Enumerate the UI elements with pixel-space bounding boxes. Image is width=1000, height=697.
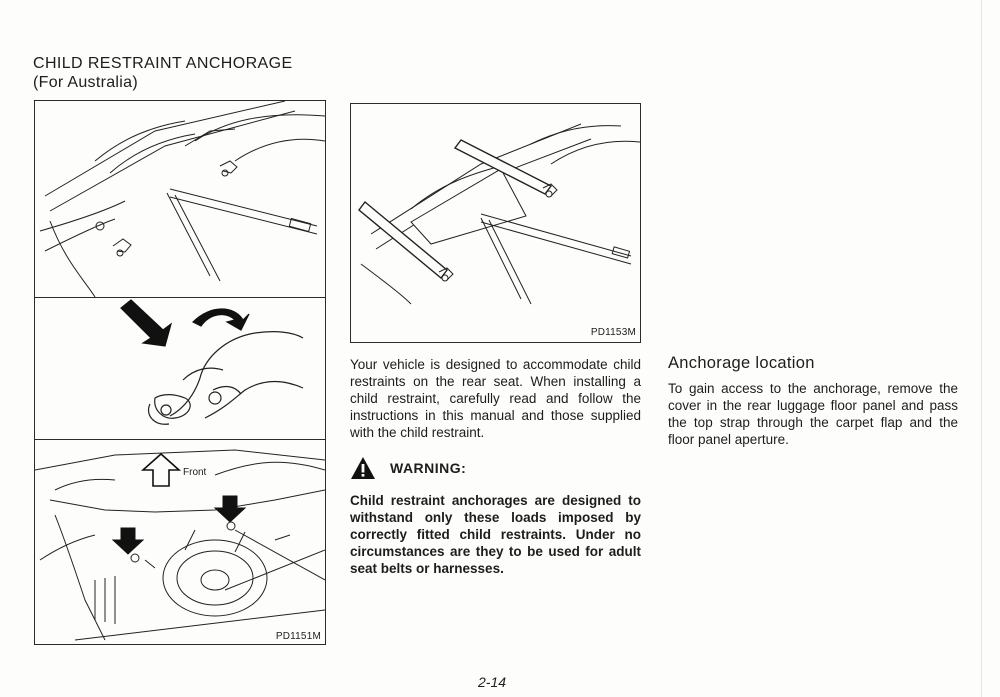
down-arrow-icon <box>113 528 143 554</box>
warning-triangle-icon <box>350 456 376 480</box>
warning-label: WARNING: <box>390 460 467 476</box>
page-number: 2-14 <box>478 674 507 690</box>
down-arrow-icon <box>215 496 245 522</box>
figure-code-right: PD1153M <box>590 327 636 338</box>
intro-paragraph: Your vehicle is designed to accommodate child restraints on the rear seat. When installing a child restraint, carefully read and follow the instructions in this manual and those supplied with the child restraint. <box>350 357 641 440</box>
left-figure <box>34 100 326 645</box>
section-heading: Anchorage location <box>668 354 815 372</box>
front-arrow-icon <box>143 454 179 486</box>
front-label: Front <box>183 467 207 478</box>
right-figure <box>350 103 641 343</box>
down-arrow-icon <box>121 300 171 346</box>
warning-heading <box>350 455 550 481</box>
rear-shelf-illustration <box>35 101 325 297</box>
page-edge <box>981 0 982 697</box>
figure-code-left: PD1151M <box>275 631 321 642</box>
page-title: CHILD RESTRAINT ANCHORAGE <box>33 55 293 72</box>
page-subtitle: (For Australia) <box>33 74 138 91</box>
warning-text: Child restraint anchorages are designed to withstand only these loads imposed by correctly fitted child restraints. Under no circumstances are they to be used for adult seat belts or harnesses. <box>350 493 641 576</box>
luggage-floor-illustration <box>35 439 325 644</box>
hand-removing-cover-illustration <box>35 297 325 439</box>
section-text: To gain access to the anchorage, remove the cover in the rear luggage floor panel and pass the top strap through the carpet flap and the floor panel aperture. <box>668 381 958 447</box>
curved-arrow-icon <box>193 309 249 330</box>
